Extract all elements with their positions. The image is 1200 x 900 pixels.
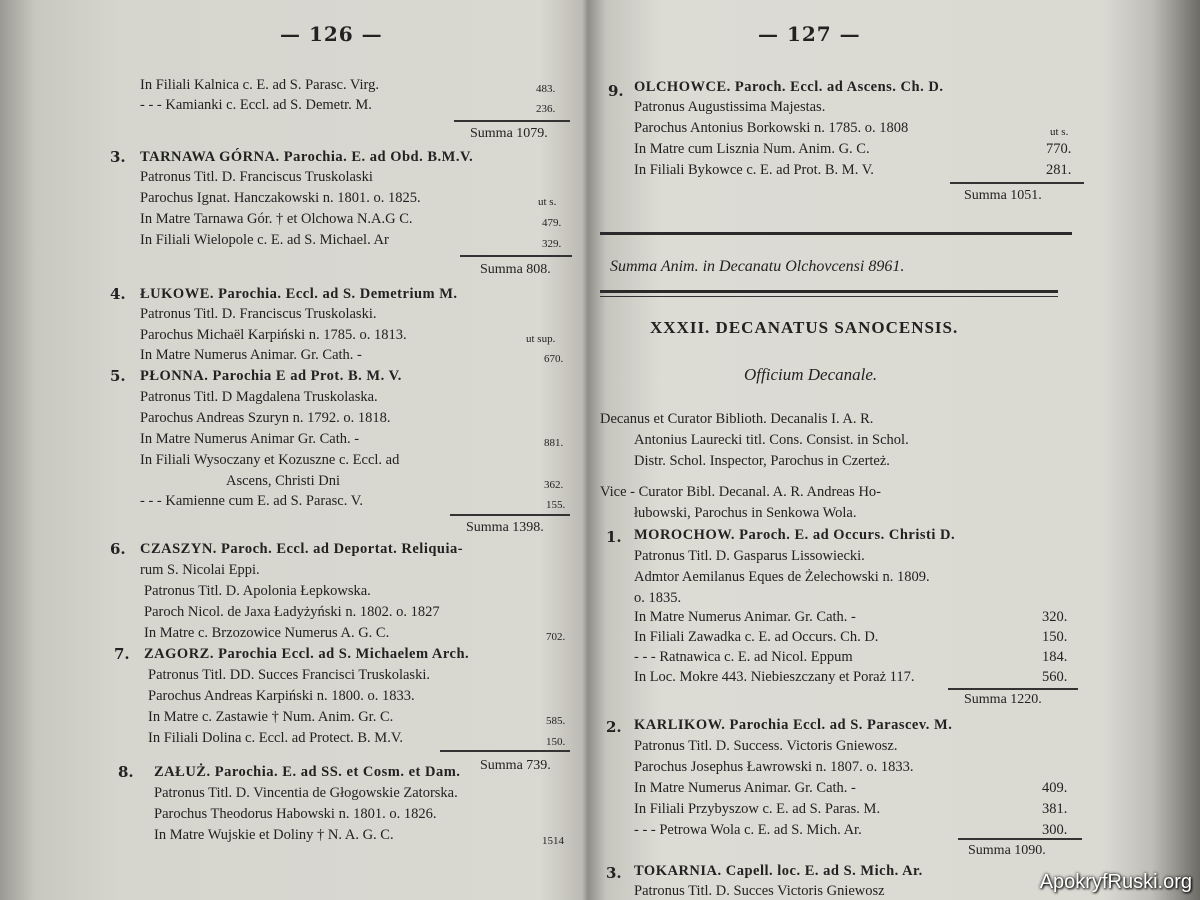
value: 479. <box>542 217 562 229</box>
value: 702. <box>546 631 566 643</box>
right-page-number: — 127 — <box>758 22 861 46</box>
entry-number: 3. <box>110 148 126 166</box>
summa: Summa 1051. <box>964 188 1042 203</box>
value: 881. <box>544 437 564 449</box>
value: 585. <box>546 715 566 727</box>
text-line: - - - Ratnawica c. E. ad Nicol. Eppum <box>634 649 853 665</box>
decanate-total: Summa Anim. in Decanatu Olchovcensi 8961. <box>610 258 905 275</box>
summa-rule <box>450 514 570 516</box>
text-line: In Matre cum Lisznia Num. Anim. G. C. <box>634 141 870 157</box>
summa: Summa 808. <box>480 262 551 277</box>
value: 155. <box>546 499 566 511</box>
entry-number: 8. <box>118 763 134 781</box>
text-line: In Matre c. Zastawie † Num. Anim. Gr. C. <box>148 709 394 725</box>
text-line: Patronus Titl. D. Apolonia Łepkowska. <box>144 583 371 599</box>
text-line: Patronus Augustissima Majestas. <box>634 99 826 115</box>
text-line: rum S. Nicolai Eppi. <box>140 562 260 578</box>
text-line: - - - Kamienne cum E. ad S. Parasc. V. <box>140 493 363 509</box>
value: 1514 <box>542 835 564 847</box>
watermark: ApokryfRuski.org <box>1039 871 1192 893</box>
text-line: In Matre Numerus Animar. Gr. Cath. - <box>634 780 856 796</box>
margin-note: ut s. <box>1050 126 1069 138</box>
text-line: Patronus Titl. D. Success. Victoris Gniewosz. <box>634 738 898 754</box>
text-line: łubowski, Parochus in Senkowa Wola. <box>634 505 857 521</box>
entry-number: 5. <box>110 367 126 385</box>
text-line: Decanus et Curator Biblioth. Decanalis I. A. R. <box>600 411 874 427</box>
text-line: Patronus Titl. D Magdalena Truskolaska. <box>140 389 378 405</box>
summa: Summa 739. <box>480 758 551 773</box>
text-line: In Filiali Wysoczany et Kozuszne c. Eccl. ad <box>140 452 400 468</box>
entry-number: 7. <box>114 645 130 663</box>
text-line: Parochus Theodorus Habowski n. 1801. o. 1826. <box>154 806 437 822</box>
summa-rule <box>454 120 570 122</box>
value: 150. <box>546 736 566 748</box>
text-line: Parochus Antonius Borkowski n. 1785. o. 1808 <box>634 120 909 136</box>
text-line: Vice - Curator Bibl. Decanal. A. R. Andreas Ho- <box>600 484 882 500</box>
value: 300. <box>1042 822 1068 838</box>
text-line: o. 1835. <box>634 590 682 606</box>
text-line: Admtor Aemilanus Eques de Żelechowski n. 1809. <box>634 569 930 585</box>
section-rule <box>600 290 1058 293</box>
text-line: Distr. Schol. Inspector, Parochus in Czerteż. <box>634 453 890 469</box>
text-line: In Filiali Kalnica c. E. ad S. Parasc. Virg. <box>140 77 380 93</box>
text-line: Patronus Titl. DD. Succes Francisci Truskolaski. <box>148 667 430 683</box>
text-line: PŁONNA. Parochia E ad Prot. B. M. V. <box>140 368 402 384</box>
text-line: Antonius Laurecki titl. Cons. Consist. in Schol. <box>634 432 909 448</box>
text-line: In Filiali Wielopole c. E. ad S. Michael. Ar <box>140 232 389 248</box>
right-page <box>598 0 1088 900</box>
value: 329. <box>542 238 562 250</box>
text-line: Patronus Titl. D. Franciscus Truskolaski <box>140 169 373 185</box>
text-line: Parochus Ignat. Hanczakowski n. 1801. o. 1825. <box>140 190 421 206</box>
text-line: In Matre c. Brzozowice Numerus A. G. C. <box>144 625 390 641</box>
text-line: Patronus Titl. D. Franciscus Truskolaski. <box>140 306 377 322</box>
text-line: In Matre Numerus Animar Gr. Cath. - <box>140 431 360 447</box>
section-rule <box>600 296 1058 297</box>
text-line: In Filiali Przybyszow c. E. ad S. Paras. M. <box>634 801 881 817</box>
entry-number: 2. <box>606 718 622 736</box>
text-line: - - - Petrowa Wola c. E. ad S. Mich. Ar. <box>634 822 862 838</box>
text-line: Parochus Andreas Karpiński n. 1800. o. 1833. <box>148 688 415 704</box>
summa: Summa 1090. <box>968 843 1046 858</box>
text-line: In Loc. Mokre 443. Niebieszczany et Poraż 117. <box>634 669 915 685</box>
text-line: In Filiali Bykowce c. E. ad Prot. B. M. V. <box>634 162 874 178</box>
text-line: Parochus Michaël Karpiński n. 1785. o. 1813. <box>140 327 407 343</box>
text-line: - - - Kamianki c. Eccl. ad S. Demetr. M. <box>140 97 372 113</box>
entry-number: 4. <box>110 285 126 303</box>
summa: Summa 1220. <box>964 692 1042 707</box>
summa-rule <box>460 255 572 257</box>
value: 483. <box>536 83 556 95</box>
value: 281. <box>1046 162 1072 178</box>
text-line: Patronus Titl. D. Vincentia de Głogowskie Zatorska. <box>154 785 458 801</box>
text-line: In Matre Numerus Animar. Gr. Cath. - <box>140 347 362 363</box>
summa-rule <box>440 750 570 752</box>
text-line: In Filiali Dolina c. Eccl. ad Protect. B. M.V. <box>148 730 404 746</box>
margin-note: ut s. <box>538 196 557 208</box>
value: 184. <box>1042 649 1068 665</box>
summa-rule <box>958 838 1082 840</box>
text-line: OLCHOWCE. Paroch. Eccl. ad Ascens. Ch. D. <box>634 79 944 95</box>
text-line: Paroch Nicol. de Jaxa Ładyżyński n. 1802. o. 1827 <box>144 604 440 620</box>
value: 409. <box>1042 780 1068 796</box>
value: 236. <box>536 103 556 115</box>
left-page <box>100 0 578 900</box>
text-line: Patronus Titl. D. Succes Victoris Gniewosz <box>634 883 885 899</box>
value: 150. <box>1042 629 1068 645</box>
text-line: In Filiali Zawadka c. E. ad Occurs. Ch. D. <box>634 629 879 645</box>
text-line: TOKARNIA. Capell. loc. E. ad S. Mich. Ar. <box>634 863 923 879</box>
text-line: Parochus Andreas Szuryn n. 1792. o. 1818. <box>140 410 391 426</box>
left-page-number: — 126 — <box>280 22 383 46</box>
text-line: ŁUKOWE. Parochia. Eccl. ad S. Demetrium M. <box>140 286 458 302</box>
section-title: XXXII. DECANATUS SANOCENSIS. <box>650 318 959 337</box>
text-line: In Matre Wujskie et Doliny † N. A. G. C. <box>154 827 394 843</box>
text-line: ZAŁUŻ. Parochia. E. ad SS. et Cosm. et Dam. <box>154 764 461 780</box>
summa: Summa 1079. <box>470 126 548 141</box>
entry-number: 9. <box>608 82 624 100</box>
subsection-title: Officium Decanale. <box>744 365 878 384</box>
text-line: ZAGORZ. Parochia Eccl. ad S. Michaelem Arch. <box>144 646 470 662</box>
value: 670. <box>544 353 564 365</box>
text-line: Ascens, Christi Dni <box>226 473 340 489</box>
summa-rule <box>950 182 1084 184</box>
value: 362. <box>544 479 564 491</box>
text-line: KARLIKOW. Parochia Eccl. ad S. Parascev. M. <box>634 717 953 733</box>
entry-number: 6. <box>110 540 126 558</box>
summa-rule <box>948 688 1078 690</box>
text-line: Parochus Josephus Ławrowski n. 1807. o. 1833. <box>634 759 914 775</box>
value: 560. <box>1042 669 1068 685</box>
summa: Summa 1398. <box>466 520 544 535</box>
text-line: In Matre Numerus Animar. Gr. Cath. - <box>634 609 856 625</box>
text-line: Patronus Titl. D. Gasparus Lissowiecki. <box>634 548 865 564</box>
text-line: TARNAWA GÓRNA. Parochia. E. ad Obd. B.M.V. <box>140 149 474 165</box>
value: 770. <box>1046 141 1072 157</box>
entry-number: 1. <box>606 528 622 546</box>
margin-note: ut sup. <box>526 333 556 345</box>
entry-number: 3. <box>606 864 622 882</box>
text-line: In Matre Tarnawa Gór. † et Olchowa N.A.G C. <box>140 211 413 227</box>
text-line: MOROCHOW. Paroch. E. ad Occurs. Christi D. <box>634 527 956 543</box>
section-rule <box>600 232 1072 235</box>
text-line: CZASZYN. Paroch. Eccl. ad Deportat. Reliquia- <box>140 541 464 557</box>
value: 381. <box>1042 801 1068 817</box>
value: 320. <box>1042 609 1068 625</box>
